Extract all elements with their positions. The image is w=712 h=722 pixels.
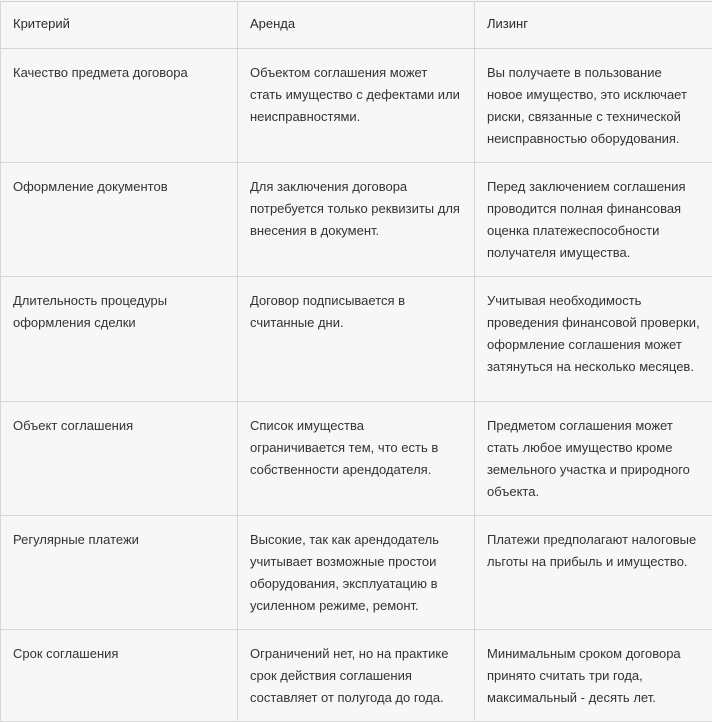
cell-leasing (475, 277, 712, 402)
cell-criterion (1, 49, 238, 163)
cell-leasing (475, 516, 712, 630)
rent-vs-leasing-comparison-table (0, 1, 712, 722)
cell-rent (238, 163, 475, 277)
column-header-leasing-label: Лизинг (487, 13, 700, 35)
table-row (1, 163, 712, 277)
cell-leasing (475, 402, 712, 516)
cell-leasing-text: Предметом соглашения может стать любое имущество кроме земельного участка и природного объекта. (487, 415, 700, 503)
column-header-rent (238, 2, 475, 49)
table-row (1, 516, 712, 630)
cell-rent (238, 630, 475, 722)
column-header-criterion-label: Критерий (13, 13, 225, 35)
cell-rent (238, 49, 475, 163)
cell-criterion-text: Объект соглашения (13, 415, 225, 437)
cell-rent-text: Список имущества ограничивается тем, что есть в собственности арендодателя. (250, 415, 462, 481)
cell-criterion-text: Длительность процедуры оформления сделки (13, 290, 225, 334)
table-header-row (1, 2, 712, 49)
cell-criterion (1, 163, 238, 277)
cell-leasing-text: Перед заключением соглашения проводится полная финансовая оценка платежеспособности получателя имущества. (487, 176, 700, 264)
cell-leasing (475, 49, 712, 163)
cell-leasing-text: Платежи предполагают налоговые льготы на прибыль и имущество. (487, 529, 700, 573)
cell-rent-text: Высокие, так как арендодатель учитывает возможные простои оборудования, эксплуатацию в усиленном режиме, ремонт. (250, 529, 462, 617)
cell-criterion-text: Регулярные платежи (13, 529, 225, 551)
cell-criterion-text: Срок соглашения (13, 643, 225, 665)
cell-criterion (1, 516, 238, 630)
cell-leasing (475, 630, 712, 722)
table-row (1, 630, 712, 722)
cell-rent-text: Для заключения договора потребуется только реквизиты для внесения в документ. (250, 176, 462, 242)
cell-criterion (1, 630, 238, 722)
cell-rent-text: Ограничений нет, но на практике срок действия соглашения составляет от полугода до года. (250, 643, 462, 709)
cell-rent-text: Объектом соглашения может стать имущество с дефектами или неисправностями. (250, 62, 462, 128)
column-header-leasing (475, 2, 712, 49)
cell-criterion (1, 402, 238, 516)
cell-rent (238, 402, 475, 516)
cell-rent (238, 277, 475, 402)
cell-criterion-text: Качество предмета договора (13, 62, 225, 84)
cell-criterion (1, 277, 238, 402)
cell-criterion-text: Оформление документов (13, 176, 225, 198)
cell-leasing-text: Вы получаете в пользование новое имущество, это исключает риски, связанные с технической неисправностью оборудования. (487, 62, 700, 150)
table-row (1, 49, 712, 163)
cell-leasing-text: Учитывая необходимость проведения финансовой проверки, оформление соглашения может затянуться на несколько месяцев. (487, 290, 700, 378)
column-header-rent-label: Аренда (250, 13, 462, 35)
cell-rent-text: Договор подписывается в считанные дни. (250, 290, 462, 334)
column-header-criterion (1, 2, 238, 49)
cell-rent (238, 516, 475, 630)
table-row (1, 277, 712, 402)
table-row (1, 402, 712, 516)
cell-leasing-text: Минимальным сроком договора принято считать три года, максимальный - десять лет. (487, 643, 700, 709)
cell-leasing (475, 163, 712, 277)
